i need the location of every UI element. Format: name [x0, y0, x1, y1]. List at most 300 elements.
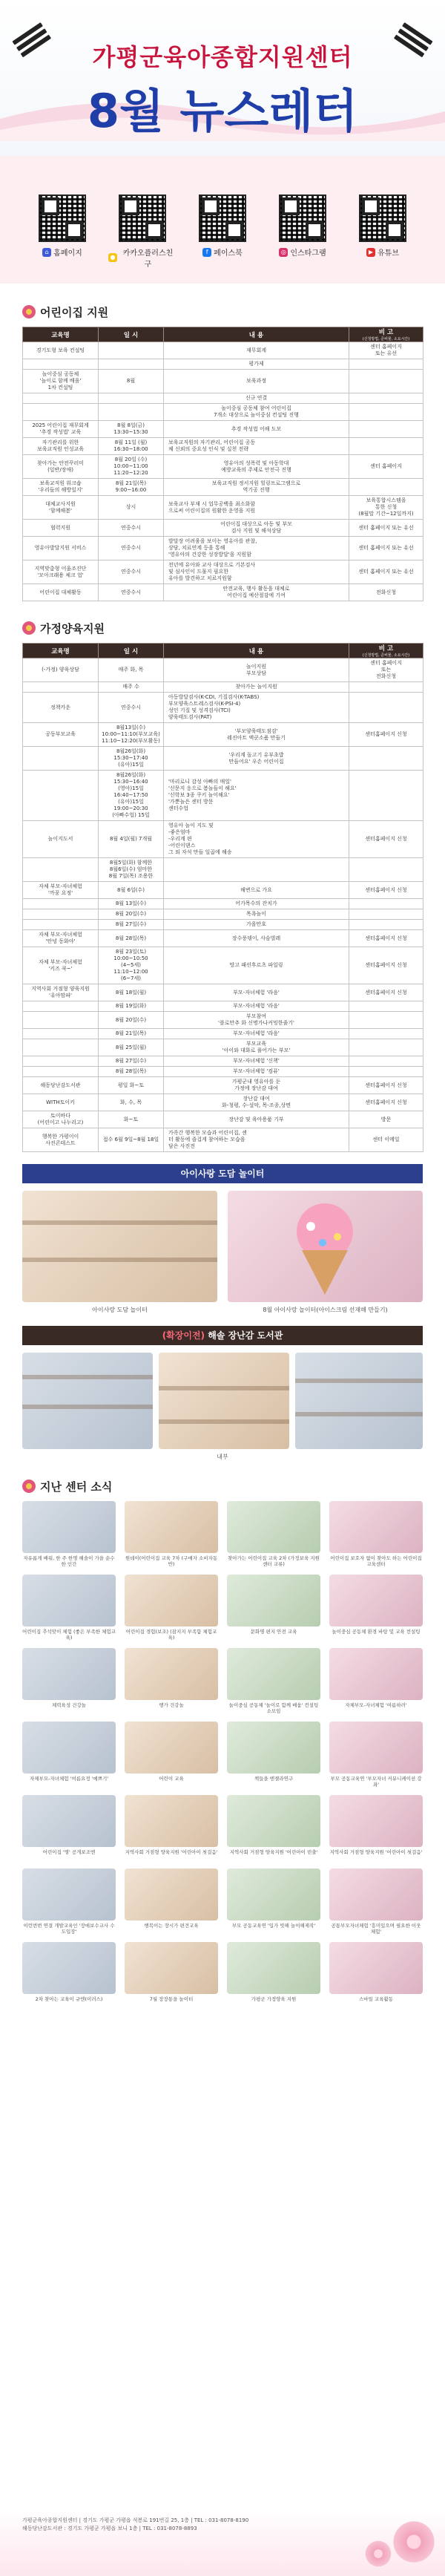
table-cell: 연중수시 [99, 520, 164, 537]
header-text: 내 용 [248, 647, 264, 656]
table-cell: 8월 19일(화) [99, 1001, 164, 1012]
news-photo [329, 1869, 423, 1920]
qr-code[interactable] [119, 194, 166, 242]
table-row [23, 658, 423, 682]
news-item [22, 1869, 116, 1935]
table-cell: 8월 28일(목) [99, 930, 164, 947]
table-cell: 보육교직원 워크숍 '우리들의 해방일지' [23, 479, 99, 496]
table-row [23, 1029, 423, 1039]
table-cell: 장난감 및 육아용품 기부 [164, 1111, 349, 1128]
qr-code[interactable] [279, 194, 326, 242]
table-cell: 목욕놀이 [164, 909, 349, 920]
news-caption: 찾아가는 어린이집 교육 2차 (가정보육 지원센터 교류) [228, 1555, 320, 1567]
qr-link-label [108, 246, 177, 269]
table-cell: 연중수시 [99, 693, 164, 723]
news-item [227, 1501, 320, 1567]
news-item [22, 1648, 116, 1714]
news-grid [22, 1501, 423, 2008]
news-item [329, 1942, 423, 2008]
news-photo [22, 1648, 116, 1700]
news-caption: 행가 건강놀 [159, 1702, 184, 1708]
table-cell [349, 393, 423, 404]
table-row [23, 682, 423, 693]
table-cell: 해동당난감도서관 [23, 1077, 99, 1094]
table-row [23, 930, 423, 947]
qr-code[interactable] [39, 194, 86, 242]
news-item [227, 1575, 320, 1641]
table-cell: 센터홈페이지 신청 [349, 947, 423, 984]
table-header [349, 644, 423, 658]
table-cell: 8월 4일(월) 7개월 [99, 821, 164, 858]
table-cell: 놀이지도서 [23, 821, 99, 858]
table-row [23, 1111, 423, 1128]
news-photo [125, 1942, 218, 1994]
table-row [23, 1094, 423, 1111]
qr-code[interactable] [199, 194, 246, 242]
table-cell: 8월 27일(수) [99, 1056, 164, 1067]
table-cell: 8월5일(화) 함께한 8월6일(수) 엄마한 8월 7일(목) 조용한 [99, 858, 164, 882]
table-cell [349, 1029, 423, 1039]
qr-link-label [42, 246, 82, 258]
table-row [23, 882, 423, 899]
news-caption: 어린이집 추석맞이 체험 (좋은 부족한 체험교육) [22, 1629, 116, 1641]
table-cell: 센터 홈페이지 [349, 455, 423, 479]
qr-link-text: 인스타그램 [290, 249, 326, 258]
qr-link-text: 홈페이지 [53, 249, 82, 258]
news-photo [329, 1501, 423, 1553]
table-row [23, 421, 423, 438]
table-cell: 전년에 유아와 교사 대상으로 기본검사 및 심사인이 드물지 필요한 유아를 발견하고 치료지원함 [164, 560, 349, 584]
library-band [22, 1326, 423, 1345]
section-title-text: 어린이집 지원 [40, 305, 109, 319]
footer-line: 해동당난감도서관 : 경기도 가평군 가평읍 보니 1층 | TEL : 031-8078-8893 [22, 2526, 197, 2531]
table-cell [349, 682, 423, 693]
table-cell: 센터 이메일 [349, 1128, 423, 1152]
news-photo [22, 1869, 116, 1920]
news-caption: 어린이집 '명' 공개보조엔 [42, 1849, 96, 1855]
table-cell [349, 1056, 423, 1067]
news-caption: 놀이중심 공동체 '놀이로 함께 배움' 컨설팅 소모임 [228, 1702, 319, 1714]
footer [0, 2509, 445, 2576]
table-header [23, 644, 99, 658]
news-caption: 지역사회 거점형 양육지원 '어린아이 빈출' [229, 1849, 318, 1855]
header [0, 0, 445, 156]
playground-band: 아이사랑 도담 놀이터 [22, 1164, 423, 1183]
news-photo [227, 1942, 320, 1994]
news-photo [329, 1575, 423, 1627]
table-header [349, 327, 423, 342]
news-item [22, 1575, 116, 1641]
table-cell: 전화신청 [349, 584, 423, 601]
news-caption: 지역사회 거점형 양육지원 '어린아이 첫걸음' [329, 1849, 423, 1855]
instagram-icon: ◎ [279, 248, 288, 257]
news-photo [22, 1722, 116, 1774]
table-cell [23, 359, 99, 370]
qr-link-text: 카카오플러스친구 [122, 249, 174, 269]
section-title-news [0, 1471, 445, 1501]
table-cell: 8월 25일(월) [99, 1039, 164, 1056]
table-cell: 공동부모교육 [23, 723, 99, 747]
news-item [125, 1942, 218, 2008]
table-cell: '우리계 돌고기 유부초밥 만들어요' 우손 어린이집 [164, 747, 349, 771]
table-cell: 자체 부모-자녀체험 '키즈 쿡~' [23, 947, 99, 984]
table-header [164, 644, 349, 658]
table-cell [349, 421, 423, 438]
news-caption: 어린이집 경험(보조) (잡지지 부족함 체험교육) [125, 1629, 217, 1641]
table-cell: 8월 [99, 370, 164, 393]
news-item [125, 1722, 218, 1788]
news-photo [329, 1942, 423, 1994]
table-cell: 8월 8일(금) 13:30~15:30 [99, 421, 164, 438]
header-subtext: (신청방법, 준비물, 소요시간) [362, 653, 410, 658]
table-cell: 어가목수의 잔치가 [164, 899, 349, 909]
qr-code[interactable] [359, 194, 406, 242]
icecream-icon [228, 1191, 423, 1302]
table-cell [99, 404, 164, 421]
news-caption: 자체부모-자녀체험 '여름하러' [345, 1702, 407, 1708]
section-title-daycare [0, 297, 445, 327]
news-caption: 행복이는 장시가 편견교육 [144, 1923, 199, 1929]
icecream-craft-photo [228, 1191, 423, 1302]
news-caption: 7월 장장통을 놀이터 [149, 1996, 194, 2002]
library-band-highlight: (확장이전) [162, 1330, 205, 1341]
library-photo [295, 1353, 423, 1449]
table-row [23, 1067, 423, 1077]
table-cell: (-가정) 양육상담 [23, 658, 99, 682]
qr-link-item[interactable] [188, 194, 257, 284]
table-cell: 화, 수, 목 [99, 1094, 164, 1111]
table-header [164, 327, 349, 342]
news-photo [125, 1722, 218, 1774]
table-cell: 놀이중심 공동체 참여 어린이집 7개소 대상으로 놀이중심 컨설팅 진행 [164, 404, 349, 421]
table-row [23, 537, 423, 560]
news-item [22, 1722, 116, 1788]
table-cell: 연중수시 [99, 537, 164, 560]
table-row [23, 404, 423, 421]
table-cell: 영유아발달지원 서비스 [23, 537, 99, 560]
table-row [23, 909, 423, 920]
table-cell: 센터 홈페이지 또는 유선 [349, 520, 423, 537]
facebook-icon: f [202, 248, 211, 257]
table-cell: 8월26일(화) 15:30~16:40 (영아)15일 16:40~17:50 (유아)15일 19:00~20:30 (아빠수업) 15일 [99, 771, 164, 821]
table-cell: 센터홈페이지 신청 [349, 723, 423, 747]
qr-link-item[interactable] [349, 194, 417, 284]
qr-links [0, 156, 445, 284]
news-item [329, 1722, 423, 1788]
table-cell [349, 858, 423, 882]
table-cell: 화~토 [99, 1111, 164, 1128]
newsletter-title: 8월 뉴스레터 [87, 84, 358, 138]
news-caption: 부모 공동교육연 '부모자녀 커뮤니케이션 강좌' [330, 1776, 422, 1788]
news-photo [125, 1869, 218, 1920]
qr-link-item[interactable] [28, 194, 96, 284]
table-cell: 정책카운 [23, 693, 99, 723]
library-photos [22, 1353, 423, 1461]
table-cell: 행복한 가평이이 사진콘테스트 [23, 1128, 99, 1152]
table-row [23, 370, 423, 393]
table-cell: 매주 화, 목 [99, 658, 164, 682]
header-text: 내 용 [248, 331, 264, 339]
news-item [329, 1869, 423, 1935]
news-item [125, 1869, 218, 1935]
library-caption: 내부 [217, 1454, 228, 1460]
table-cell: 센터홈페이지 신청 [349, 984, 423, 1001]
table-cell: 평가제 [164, 359, 349, 370]
table-cell [349, 771, 423, 821]
table-cell: 보육통합시스템을 통한 신청 (8월말 기간~12일까지) [349, 496, 423, 520]
table-cell: 부모교육 '아이와 대화로 풀어가는 부모' [164, 1039, 349, 1056]
table-row [23, 723, 423, 747]
table-cell: 자기관리를 위한 보육교직원 인성교육 [23, 438, 99, 455]
table-cell: 보육교직원 정서지원 힐링프로그램으로 역기공 진행 [164, 479, 349, 496]
news-caption: 어린이 교육 [159, 1776, 184, 1782]
news-photo [125, 1575, 218, 1627]
table-cell: 센터홈페이지 신청 [349, 930, 423, 947]
table-cell [23, 899, 99, 909]
table-cell: 가족간 행복한 모습과 어린이집, 센 터 활동에 즐겁게 참여하는 모습을 담은 사진전 [164, 1128, 349, 1152]
table-cell: 부모-자녀체험 '라음' [164, 984, 349, 1001]
table-cell: 평일 화~토 [99, 1077, 164, 1094]
table-cell: 부모참여 '블로만추 화 신명가나커밍한줄기' [164, 1012, 349, 1029]
table-cell [349, 359, 423, 370]
table-cell: 대체교사지원 '함께해봄' [23, 496, 99, 520]
table-row [23, 1056, 423, 1067]
table-row [23, 947, 423, 984]
table-cell: 찾아가는 안전꾸러미 (일반/장애) [23, 455, 99, 479]
table-cell: 연중수시 [99, 584, 164, 601]
table-cell: 8월 20일 (수) 10:00~11:00 11:20~12:20 [99, 455, 164, 479]
news-caption: 2차 찾아는 교육이 규엔(이러스) [35, 1996, 103, 2002]
news-item [125, 1501, 218, 1567]
news-photo [329, 1795, 423, 1847]
table-cell [23, 909, 99, 920]
news-item [329, 1795, 423, 1861]
table-cell [349, 438, 423, 455]
table-row [23, 1012, 423, 1029]
flower-icon [22, 305, 36, 318]
table-row [23, 342, 423, 359]
table-cell: 센터 홈페이지 또는 유선 [349, 537, 423, 560]
flower-icon [22, 1480, 36, 1493]
news-caption: 체력육성 건강놀 [51, 1702, 87, 1708]
table-row [23, 359, 423, 370]
table-cell: 지역맞춤형 어울조진단 '모아크래용 체크 업' [23, 560, 99, 584]
table-cell: 8월13일(수) 10:00~11:10(부모교육) 11:10~12:20(부모활동) [99, 723, 164, 747]
table-cell [349, 1001, 423, 1012]
table-cell: 발달장 어려움을 보이는 영유아를 관찰, 상담, 치료연계 등을 통해 '영유아의 건강한 성장발달'을 지원함 [164, 537, 349, 560]
news-photo [22, 1795, 116, 1847]
news-caption: 어린이집 보호자 없이 찾아도 하는 어린이집 교육센터 [330, 1555, 422, 1567]
table-cell [164, 858, 349, 882]
footer-line: 가평군육아종합지원센터 | 경기도 가평군 가평읍 석봉로 191번길 25, 1층 | TEL : 031-8078-8190 [22, 2517, 249, 2523]
news-item [329, 1501, 423, 1567]
table-cell [23, 1029, 99, 1039]
news-caption: 놀이중심 공동체 환경 바탕 및 교육 컨설팅 [332, 1629, 421, 1635]
table-cell: 8월 6일(수) [99, 882, 164, 899]
table-cell [23, 858, 99, 882]
table-cell: 토이바다 (어린이고 나누리고) [23, 1111, 99, 1128]
library-photo [159, 1353, 289, 1449]
table-row [23, 438, 423, 455]
table-cell [23, 920, 99, 930]
table-cell: 경기도형 보육 컨설팅 [23, 342, 99, 359]
news-caption: 지역사회 거점형 양육지원 '어린아이 첫걸음' [125, 1849, 218, 1855]
table-cell [23, 1012, 99, 1029]
header-text: 일 시 [123, 331, 139, 339]
header-text: 일 시 [123, 647, 139, 656]
table-row [23, 520, 423, 537]
news-item [125, 1648, 218, 1714]
section-title-text: 가정양육지원 [40, 621, 105, 635]
news-photo [227, 1501, 320, 1553]
table-cell [23, 404, 99, 421]
news-caption: 공통부모자녀체험 '흥미있으며 필요한 이웃체험' [331, 1923, 421, 1935]
table-row [23, 899, 423, 909]
table-cell: 부모-자녀체험 '라음' [164, 1001, 349, 1012]
table-cell: 보육교사 부재 시 업무공백을 최소화함 으로써 어린이집의 원활한 운영을 지원 [164, 496, 349, 520]
header-text: 교육명 [51, 647, 70, 656]
table-cell: 보육교직원의 자기관리, 어린이집 공동 체 신뢰의 중요성 인식 및 실천 전략 [164, 438, 349, 455]
news-item [125, 1575, 218, 1641]
table-cell [23, 1056, 99, 1067]
news-item [227, 1869, 320, 1935]
kakao-icon: ● [108, 253, 117, 262]
qr-link-text: 유튜브 [378, 249, 399, 258]
table-row [23, 920, 423, 930]
table-cell: 아동발달검사(K-CDI, 기질검사(K-TABS) 부모양육스트레스검사(K-PSI-4) 성인 기질 및 성격검사(TCI) 양육태도검사(PAT) [164, 693, 349, 723]
table-cell: 보육과정 [164, 370, 349, 393]
table-cell: 놀이지원 부모상담 [164, 658, 349, 682]
table-cell: 접수 6월 9일~8월 18일 [99, 1128, 164, 1152]
table-cell: 방문 [349, 1111, 423, 1128]
qr-link-item[interactable] [268, 194, 337, 284]
news-photo [227, 1869, 320, 1920]
table-cell: WITH토이키 [23, 1094, 99, 1111]
news-caption: 자유롭게 배워, 한 주 한명 해솔이 가을 순수한 인간 [23, 1555, 115, 1567]
qr-link-label [279, 246, 326, 258]
news-caption: 문화명 편지 안전 교육 [250, 1629, 297, 1635]
table-cell [349, 370, 423, 393]
news-item [227, 1942, 320, 2008]
table-cell: 상시 [99, 496, 164, 520]
header-text: 교육명 [51, 331, 70, 339]
table-cell: 자체 부모-자녀체험 '안녕 동화야' [23, 930, 99, 947]
table-cell: 부모-자녀체험 '신책' [164, 1056, 349, 1067]
table-row [23, 1128, 423, 1152]
table-cell: 센터 홈페이지 또는 유선 [349, 560, 423, 584]
table-cell: 8월 28일(목) [99, 1067, 164, 1077]
table-cell: 추경 작성법 이해 도모 [164, 421, 349, 438]
qr-link-label [202, 246, 243, 258]
header-subtext: (신청방법, 준비물, 소요시간) [362, 337, 410, 341]
table-cell: 부모-자녀체험 '라음' [164, 1029, 349, 1039]
table-row [23, 496, 423, 520]
table-row [23, 747, 423, 771]
table-cell [349, 693, 423, 723]
news-photo [125, 1501, 218, 1553]
org-name: 가평군육아종합지원센터 [92, 43, 353, 71]
table-cell: 8월 21일(목) [99, 1029, 164, 1039]
header-text: 비 고 [378, 329, 394, 336]
youtube-icon: ▶ [366, 248, 375, 257]
playground-caption: 아이사랑 도담 놀이터 [92, 1307, 148, 1313]
news-caption: 자체부모-자녀체험 '여름요정 '예쁘기' [29, 1776, 109, 1782]
news-photo [227, 1648, 320, 1700]
table-cell: 지역사회 거점형 양육지원 '유아맘파' [23, 984, 99, 1001]
table-cell: 8월26일(화) 15:30~17:40 (유아)15일 [99, 747, 164, 771]
table-cell: 연중수시 [99, 560, 164, 584]
table-cell: 찾아가는 놀이지원 [164, 682, 349, 693]
table-cell: 어린이집 대체활동 [23, 584, 99, 601]
news-photo [125, 1648, 218, 1700]
table-cell: 8월 11일 (월) 16:30~18:00 [99, 438, 164, 455]
table-cell: 해변으로 가요 [164, 882, 349, 899]
table-row [23, 1039, 423, 1056]
news-item [329, 1648, 423, 1714]
news-photo [329, 1722, 423, 1774]
table-cell: 재무회계 [164, 342, 349, 359]
icecream-caption: 8월 아이사랑 놀이터(아이스크림 선재해 만들기) [263, 1307, 388, 1313]
table-cell: 신규 연결 [164, 393, 349, 404]
table-cell [99, 359, 164, 370]
table-cell: 센터 홈페이지 또는 유선 [349, 342, 423, 359]
news-photo [22, 1501, 116, 1553]
news-caption: 가평군 가정양육 지원 [251, 1996, 297, 2002]
table-cell: 협력지원 [23, 520, 99, 537]
news-item [329, 1575, 423, 1641]
table-cell: 부모-자녀체험 '컴퓨' [164, 1067, 349, 1077]
table-row [23, 479, 423, 496]
table-cell: 장수풍뎅이, 사슴벌레 [164, 930, 349, 947]
table-cell: 8월 23일(토) 10:00~10:50 (4~5세) 11:10~12:00 (6~7세) [99, 947, 164, 984]
section-title-home [0, 613, 445, 643]
footer-address [22, 2517, 334, 2533]
qr-link-item[interactable] [108, 194, 177, 284]
news-caption: 스마일 교육활동 [358, 1996, 394, 2002]
table-cell: 센터홈페이지 신청 [349, 1077, 423, 1094]
table-cell: 자체 부모-자녀체험 '까꿍 요정' [23, 882, 99, 899]
home-support-table [22, 643, 423, 1152]
table-cell: '부모양육태도점검' 레진아트 액쿤소품 만들기 [164, 723, 349, 747]
table-cell: 8월 27일(수) [99, 920, 164, 930]
table-cell [349, 1039, 423, 1056]
table-cell: 영유아 놀이 지도 및 -좋은엄마 -우리계 편 -어린이댄스 그 외 자석 만들 일곱에 해송 [164, 821, 349, 858]
table-cell: 8월 21일(목) 9:00~16:00 [99, 479, 164, 496]
table-cell: 어린이집 대상으로 아동 및 부모 검사 지원 및 해석상담 [164, 520, 349, 537]
qr-link-label [366, 246, 399, 258]
news-item [125, 1795, 218, 1861]
news-item [22, 1501, 116, 1567]
news-photo [22, 1575, 116, 1627]
table-row [23, 693, 423, 723]
table-header [99, 644, 164, 658]
table-cell: 망고 패션후르츠 파일링 [164, 947, 349, 984]
table-cell: '마리로니 감성 아빠의 매일' '신문지 응으로 봄놀들이 해요' '신학보 3종 쿠키 놀이해요' '가뿐놀은 센터 방문 센터수업 [164, 771, 349, 821]
playground-photos [22, 1191, 423, 1314]
table-row [23, 455, 423, 479]
news-item [227, 1722, 320, 1788]
table-header [99, 327, 164, 342]
table-cell [349, 479, 423, 496]
table-cell [23, 1067, 99, 1077]
table-cell: 안전교육, 행사 활동을 대체로 어린이집 예산절감에 기여 [164, 584, 349, 601]
news-photo [227, 1722, 320, 1774]
header-text: 비 고 [378, 645, 394, 653]
table-row [23, 560, 423, 584]
news-photo [329, 1648, 423, 1700]
table-cell: 매주 수 [99, 682, 164, 693]
table-cell: 가평군내 영유아를 둔 가정에 장난감 대여 [164, 1077, 349, 1094]
